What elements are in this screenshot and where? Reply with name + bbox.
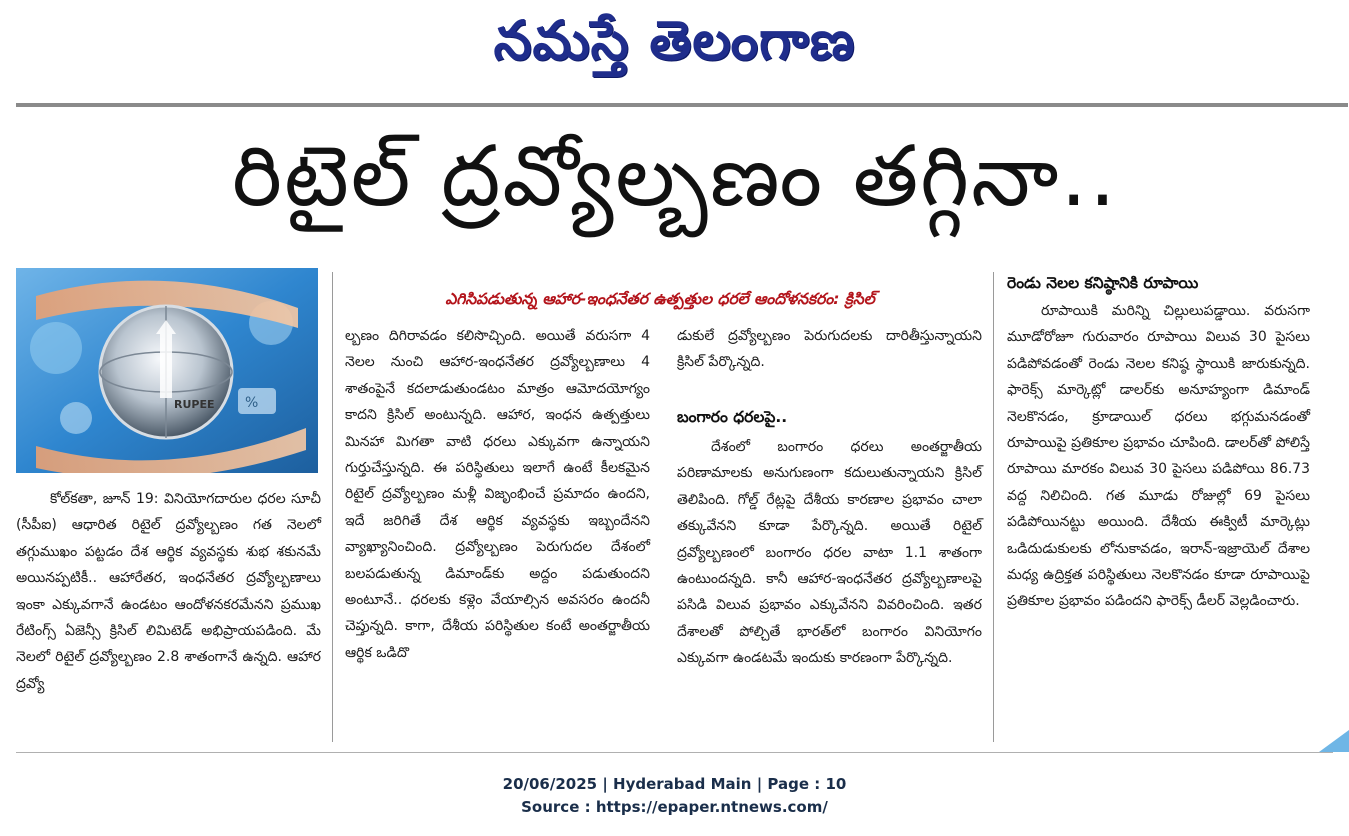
column-3-paragraph-top: డుకులే ద్రవ్యోల్బణం పెరుగుదలకు దారితీస్తున్నాయని క్రిసిల్ పేర్కొన్నది. (677, 328, 982, 371)
masthead-logo (0, 2, 1349, 92)
subhead-rupee: రెండు నెలల కనిష్ఠానికి రూపాయి (1007, 274, 1199, 292)
footer-source: Source : https://epaper.ntnews.com/ (521, 798, 828, 816)
column-divider-2 (993, 272, 994, 742)
article-headline (20, 118, 1330, 233)
subhead-gold: బంగారం ధరలపై.. (677, 408, 788, 426)
column-divider-1 (332, 272, 333, 742)
currency-globe-image (16, 268, 318, 473)
headline-text: రిటైల్ ద్రవ్యోల్బణం తగ్గినా.. (232, 126, 1118, 225)
corner-accent (1319, 730, 1349, 752)
article-photo (16, 268, 318, 473)
column-4-paragraph: రూపాయికి మరిన్ని చిల్లులుపడ్డాయి. వరుసగా మూడోరోజూ గురువారం రూపాయి విలువ 30 పైసలు పడిపోవడంతో రెండు నెలల కనిష్ఠ స్థాయికి జారుకున్నది. ఫారెక్స్ మార్కెట్లో డాలర్‌కు అనూహ్యంగా డిమాండ్ నెలకొనడం, క్రూడాయిల్ ధరలు భగ్గుమనడంతో రూపాయిపై ప్రతికూల ప్రభావం చూపింది. డాలర్‌తో పోలిస్తే రూపాయి మారకం విలువ 30 పైసలు పడిపోయి 86.73 వద్ద నిలిచింది. గత మూడు రోజుల్లో 69 పైసలు పడిపోయినట్టు అయింది. దేశీయ ఈక్విటీ మార్కెట్లు ఒడిదుడుకులకు లోనుకావడం, ఇరాన్-ఇజ్రాయెల్ దేశాల మధ్య ఉద్రిక్తత పరిస్థితులు నెలకొనడం కూడా రూపాయిపై ప్రతికూల ప్రభావం పడిందని ఫారెక్స్ డీలర్ వెల్లడించారు. (1007, 303, 1310, 610)
article-kicker: ఎగిసిపడుతున్న ఆహార-ఇంధనేతర ఉత్పత్తుల ధరలే ఆందోళనకరం: క్రిసిల్ (445, 290, 875, 308)
masthead-rule (16, 103, 1348, 107)
column-3-paragraph-bottom: దేశంలో బంగారం ధరలు అంతర్జాతీయ పరిణామాలకు అనుగుణంగా కదులుతున్నాయని క్రిసిల్ తెలిపింది. గోల్డ్ రేట్లపై దేశీయ కారణాల ప్రభావం చాలా తక్కువేనని కూడా పేర్కొన్నది. అయితే రిటైల్ ద్రవ్యోల్బణంలో బంగారం ధరల వాటా 1.1 శాతంగా ఉంటుందన్నది. కానీ ఆహార-ఇంధనేతర ద్రవ్యోల్బణాలపై పసిడి విలువ ప్రభావం ఎక్కువేనని వివరించింది. ఇతర దేశాలతో పోల్చితే భారత్‌లో బంగారం వినియోగం ఎక్కువగా ఉండటమే ఇందుకు కారణంగా పేర్కొన్నది. (677, 439, 982, 667)
footer-date-edition: 20/06/2025 | Hyderabad Main | Page : 10 (502, 775, 847, 793)
article-column-4 (1007, 298, 1310, 615)
column-1-paragraph: కోల్‌కతా, జూన్ 19: వినియోగదారుల ధరల సూచీ (సీపీఐ) ఆధారిత రిటైల్ ద్రవ్యోల్బణం గత నెలలో తగ్గుముఖం పట్టడం దేశ ఆర్థిక వ్యవస్థకు శుభ శకునమే అయినప్పటికీ.. ఆహారేతర, ఇంధనేతర ద్రవ్యోల్బణాలు ఇంకా ఎక్కువగానే ఉండటం ఆందోళనకరమేనని ప్రముఖ రేటింగ్స్ ఏజెన్సీ క్రిసిల్ లిమిటెడ్ అభిప్రాయపడింది. మే నెలలో రిటైల్ ద్రవ్యోల్బణం 2.8 శాతంగానే ఉన్నది. ఆహార ద్రవ్యో (16, 491, 321, 692)
svg-text:RUPEE: RUPEE (174, 398, 215, 411)
svg-text:%: % (245, 395, 259, 411)
masthead-name: నమస్తే తెలంగాణ (493, 8, 856, 72)
article-column-2 (345, 323, 650, 666)
bottom-rule (16, 752, 1333, 753)
article-column-3-top (677, 323, 982, 376)
article-column-1 (16, 486, 321, 697)
article-column-3-bottom (677, 434, 982, 672)
column-2-paragraph: ల్బణం దిగిరావడం కలిసొచ్చింది. అయితే వరుసగా 4 నెలల నుంచి ఆహార-ఇంధనేతర ద్రవ్యోల్బణాలు 4 శాతంపైనే కదలాడుతుండటం మాత్రం ఆమోదయోగ్యం కాదని క్రిసిల్ అంటున్నది. ఆహార, ఇంధన ఉత్పత్తులు మినహా మిగతా వాటి ధరలు ఎక్కువగా ఉన్నాయని గుర్తుచేస్తున్నది. ఈ పరిస్థితులు ఇలాగే ఉంటే కీలకమైన రిటైల్ ద్రవ్యోల్బణం మళ్లీ విజృంభించే ప్రమాదం ఉందని, ఇదే జరిగితే దేశ ఆర్థిక వ్యవస్థకు ఇబ్బందేనని వ్యాఖ్యానించింది. ద్రవ్యోల్బణం పెరుగుదల దేశంలో బలపడుతున్న డిమాండ్‌కు అద్దం పడుతుందని అంటూనే.. ధరలకు కళ్లెం వేయాల్సిన అవసరం ఉందనీ చెప్తున్నది. కాగా, దేశీయ పరిస్థితుల కంటే అంతర్జాతీయ ఆర్థిక ఒడిదొ (345, 328, 650, 661)
